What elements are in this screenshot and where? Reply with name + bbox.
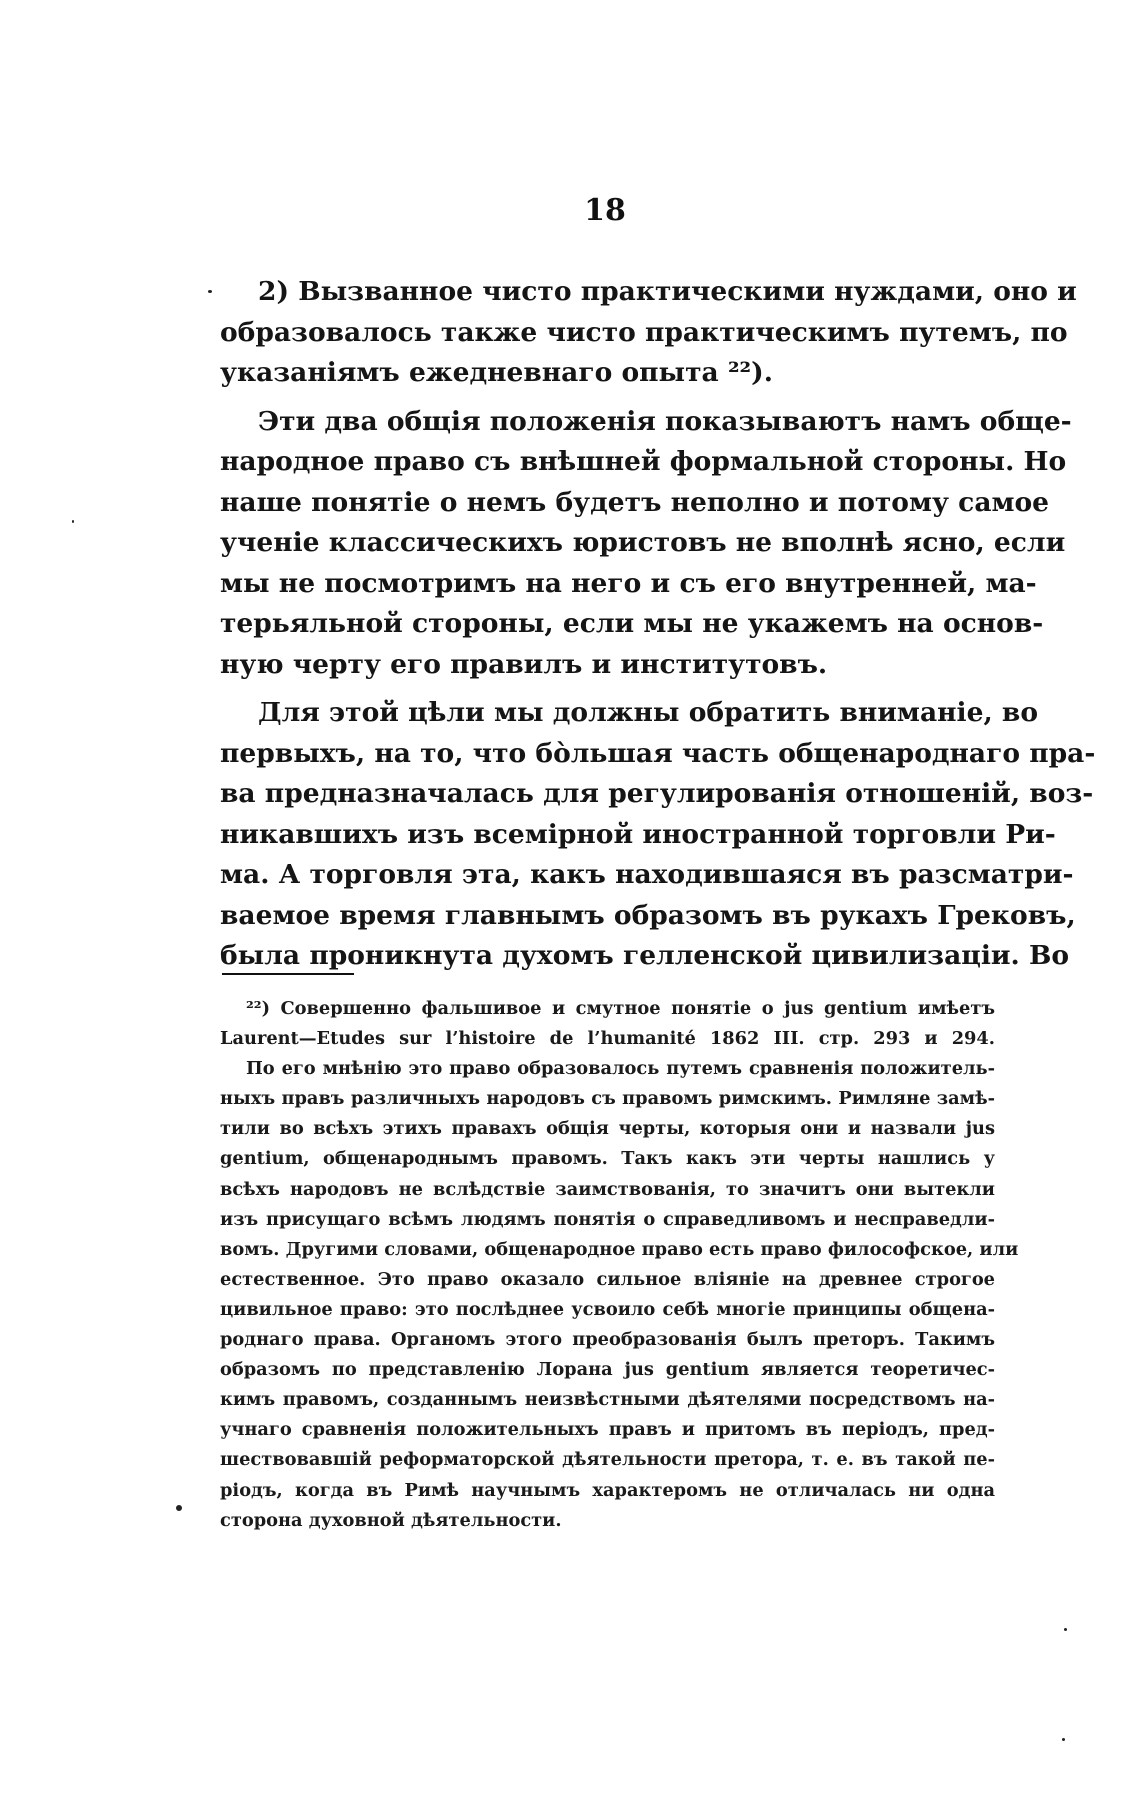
text-line: мы не посмотримъ на него и съ его внутренней, ма- <box>220 567 1037 599</box>
footnote-line: роднаго права. Органомъ этого преобразованія былъ преторъ. Такимъ <box>220 1329 995 1351</box>
text-line: ва предназначалась для регулированія отношеній, воз- <box>220 778 1094 809</box>
text-line: была проникнута духомъ гелленской цивилизаціи. Во <box>220 940 1070 971</box>
text-line: ваемое время главнымъ образомъ въ рукахъ Грековъ, <box>220 899 1076 931</box>
text-line: никавшихъ изъ всемірной иностранной торговли Ри- <box>220 818 1056 850</box>
text-line: указаніямъ ежедневнаго опыта ²²). <box>220 357 773 388</box>
text-line: 2) Вызванное чисто практическими нуждами, оно и <box>258 276 1077 307</box>
text-line: народное право съ внѣшней формальной стороны. Но <box>220 446 1067 477</box>
footnote-line: всѣхъ народовъ не вслѣдствіе заимствованія, то значитъ они вытекли <box>220 1178 995 1200</box>
text-line: Для этой цѣли мы должны обратить вниманіе, во <box>258 697 1038 728</box>
print-speck <box>176 1505 182 1511</box>
text-line: первыхъ, на то, что бо̀льшая часть общенароднаго пра- <box>220 737 1096 769</box>
text-line: ную черту его правилъ и институтовъ. <box>220 648 828 680</box>
footnote-line: вомъ. Другими словами, общенародное право есть право философское, или <box>220 1238 1019 1260</box>
footnote-line: естественное. Это право оказало сильное вліяніе на древнее строгое <box>220 1268 995 1290</box>
footnote-line: ныхъ правъ различныхъ народовъ съ правомъ римскимъ. Римляне замѣ- <box>220 1088 995 1110</box>
footnote-line: кимъ правомъ, созданнымъ неизвѣстными дѣятелями посредствомъ на- <box>220 1389 995 1411</box>
print-speck <box>1062 1738 1065 1741</box>
print-speck <box>1064 1628 1067 1631</box>
text-line: образовалось также чисто практическимъ путемъ, по <box>220 316 1068 348</box>
footnote-line: тили во всѣхъ этихъ правахъ общія черты, которыя они и назвали jus <box>220 1118 995 1140</box>
text-line: ма. А торговля эта, какъ находившаяся въ разсматри- <box>220 859 1074 890</box>
footnote-line: учнаго сравненія положительныхъ правъ и притомъ въ періодъ, пред- <box>220 1419 995 1441</box>
text-line: наше понятіе о немъ будетъ неполно и потому самое <box>220 486 1050 518</box>
footnote-line: шествовавшій реформаторской дѣятельности претора, т. е. въ такой пе- <box>220 1449 995 1471</box>
footnote-line: сторона духовной дѣятельности. <box>220 1509 562 1531</box>
footnote-line: gentium, общенароднымъ правомъ. Такъ какъ эти черты нашлись у <box>220 1148 995 1170</box>
text-line: ученіе классическихъ юристовъ не вполнѣ ясно, если <box>220 527 1066 558</box>
print-speck <box>72 520 74 523</box>
footnote-line: образомъ по представленію Лорана jus gentium является теоретичес- <box>220 1359 995 1381</box>
footnote-line: изъ присущаго всѣмъ людямъ понятія о справедливомъ и несправедли- <box>220 1208 995 1230</box>
footnote-line: цивильное право: это послѣднее усвоило себѣ многіе принципы общена- <box>220 1298 995 1320</box>
footnote-line: По его мнѣнію это право образовалось путемъ сравненія положитель- <box>246 1058 995 1080</box>
text-line: Эти два общія положенія показываютъ намъ обще- <box>258 405 1072 437</box>
footnote-separator <box>222 973 354 975</box>
footnote-line: Laurent—Etudes sur l’histoire de l’humanité 1862 III. стр. 293 и 294. <box>220 1028 995 1050</box>
text-line: терьяльной стороны, если мы не укажемъ на основ- <box>220 608 1044 639</box>
main-text <box>220 272 1096 977</box>
print-speck <box>208 290 212 293</box>
footnote-line: ріодъ, когда въ Римѣ научнымъ характеромъ не отличалась ни одна <box>220 1479 995 1501</box>
footnote <box>220 994 1019 1536</box>
footnote-line: ²²) Совершенно фальшивое и смутное понятіе о jus gentium имѣетъ <box>246 998 995 1019</box>
page-number: 18 <box>584 193 626 228</box>
